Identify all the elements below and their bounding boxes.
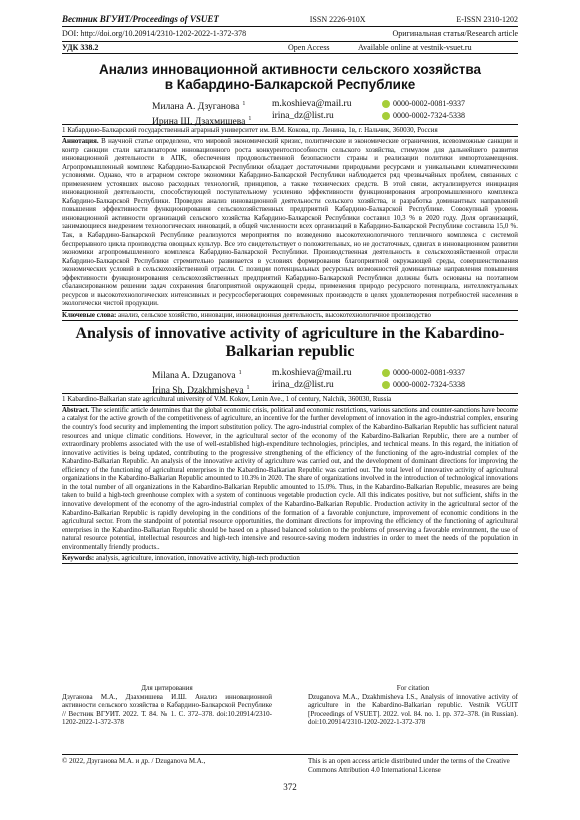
journal-name: Вестник ВГУИТ/Proceedings of VSUET [62,14,219,24]
abstract-en [62,407,518,552]
keywords-en [62,553,518,564]
author-email-link[interactable]: irina_dz@list.ru [272,379,334,390]
author-names-ru [152,98,251,128]
keywords-label: Ключевые слова: [62,311,117,319]
author-names-en [152,367,250,397]
author-email-link[interactable]: m.koshieva@mail.ru [272,99,352,109]
title-ru-line2: в Кабардино-Балкарской Республике [164,77,416,92]
article-type: Оригинальная статья/Research article [392,29,518,38]
doi-row [62,28,518,39]
author-name: Милана А. Дзуганова [152,102,240,113]
keywords-text: анализ, сельское хозяйство, инновации, инновационная деятельность, высокотехнологичное производство [118,311,431,319]
author-emails-en [272,367,351,391]
keywords-ru [62,310,518,321]
author-name: Milana A. Dzuganova [152,371,236,382]
journal-header [62,14,518,25]
license-notice: This is an open access article distributed under the terms of the Creative Commons Attribution 4.0 International License [308,757,510,774]
citation-block [62,684,518,727]
page-footer [62,754,518,774]
udk-code: УДК 338.2 [62,43,99,52]
affiliation-mark: 1 [248,116,252,123]
author-orcids-en [382,367,465,391]
header-divider [62,26,518,27]
authors-en [62,367,518,397]
page-number: 372 [283,782,297,792]
orcid-link[interactable]: 0000-0002-0081-9337 [393,367,465,377]
title-ru-line1: Анализ инновационной активности сельского хозяйства [98,62,482,77]
doi-link[interactable]: DOI: http://doi.org/10.20914/2310-1202-2022-1-372-378 [62,29,247,38]
author-email-link[interactable]: m.koshieva@mail.ru [272,367,352,378]
abstract-ru [62,138,518,309]
affiliation-ru: 1 Кабардино-Балкарский государственный аграрный университет им. В.М. Кокова, пр. Ленина, 1в, г. Нальчик, 360030, Россия [62,124,518,137]
citation-heading: Для цитирования [141,684,193,692]
orcid-link[interactable]: 0000-0002-0081-9337 [393,99,465,108]
abstract-label: Abstract. [62,406,90,414]
keywords-label: Keywords: [62,555,95,563]
abstract-text: В научной статье определено, что мировой экономический кризис, политические и экономические ограничения, всевозможные санкции и контр санкции стали катализатором инновационного роста конкурентоспособности сельского хозяйства, стимулом для дальнейшего развития инновационной деятельности в АПК, обеспечения продовольственной безопасности страны и реализации политики импортозамещения. Агропромышленный комплекс Кабардино-Балкарской Республики обладает достаточными природными ресурсами и уникальными климатическими условиями. Однако, что в аграрном секторе экономики Кабардино-Балкарской Республики наблюдается ряд чрезвычайных проблем, связанных с применением устоявших высоко расходных технологий, принципов, а также технических средств. В этой связи, актуализируется инициация инновационной деятельности, способствующей поступательному усилению эффективности функционирования агропромышленного комплекса Кабардино-Балкарской Республики. Проведен анализ инновационной деятельности сельского хозяйства, и разработка доминантных направлений повышения эффективности функционирования сельскохозяйственных предприятий Кабардино-Балкарской Республике. Совокупный уровень инновационной активности организаций сельского хозяйства Кабардино-Балкарской Республики составил 10,3 % в 2020 году. Доля организаций, занимающиеся внедрением технологических инноваций, в общей численности всех организаций в Кабардино-Балкарской Республике составила 15,0 %. Так, в Кабардино-Балкарской Республике реализуются мероприятия по возведению высокотехнологичного тепличного комплекса с системой беспрерывного цикла производства овощных культур. Все это свидетельствует о положительных, но не достаточных, сдвигах в инновационном развитии экономики агропромышленного комплекса Кабардино-Балкарской Республики. Производственная деятельность в сельскохозяйственной отрасли Кабардино-Балкарской Республики стремительно развивается в условиях формирования благоприятной окружающей среды, совершенствования экономических условий в сельскохозяйственной отрасли. С позиции потенциальных ресурсных возможностей доминантные направления повышения эффективности функционирования сельскохозяйственных предприятий Кабардино-Балкарской Республики должны быть основаны на поэтапном сбалансированном решении задач сохранения благоприятной окружающей среды, применения природо ресурсного потенциала, интеллектуальных ресурсов и высокотехнологических интенсивных и ресурсосберегающих современных производств в целях удовлетворения потребностей населения в экологически чистой продукции. [62,138,518,308]
orcid-link[interactable]: 0000-0002-7324-5338 [393,111,465,120]
udk-row [62,41,518,54]
copyright-notice: © 2022, Дзуганова М.А. и др. / Dzuganova M.A., [62,757,206,765]
eissn: E-ISSN 2310-1202 [456,15,518,24]
keywords-text: analysis, agriculture, innovation, innovative activity, high-tech production [95,555,300,563]
citation-text: Dzuganova M.A., Dzakhmisheva I.S., Analysis of innovative activity of agriculture in the Kabardino-Balkarian republic. Vestnik VGUIT [Proceedings of VSUET]. 2022. vol. 84. no. 1. pp. 372–378. (in Russian). doi:10.20914/2310-1202-2022-1-372-378 [308,692,518,727]
citation-text: Дзуганова М.А., Дзахмишева И.Ш. Анализ инновационной активности сельского хозяйства в Кабардино-Балкарской Республике // Вестник ВГУИТ. 2022. Т. 84. № 1. С. 372–378. doi:10.20914/2310-1202-2022-1-372-378 [62,692,272,727]
title-en-line1: Analysis of innovative activity of agriculture in the Kabardino- [75,324,505,342]
affiliation-mark: 1 [242,101,246,107]
author-orcids-ru [382,98,465,122]
available-online-link[interactable]: Available online at vestnik-vsuet.ru [358,43,472,52]
author-emails-ru [272,98,351,122]
citation-ru [62,684,272,727]
affiliation-mark: 1 [246,385,250,392]
author-email-link[interactable]: irina_dz@list.ru [272,111,334,121]
affiliation-en: 1 Kabardino-Balkarian state agricultural university of V.M. Kokov, Lenin Ave., 1 of century, Nalchik, 360030, Russia [62,393,518,406]
abstract-text: The scientific article determines that the global economic crisis, political and economic restrictions, various sanctions and counter-sanctions have become a catalyst for the active growth of the competitiveness of agriculture, an incentive for the further development of innovation in the agro-industrial complex, ensuring the country's food security and implementing the import substitution policy. The agro-industrial complex of the Kabardino-Balkarian Republic has sufficient natural resources and unique climatic conditions. However, in the agricultural sector of the economy of the Kabardino-Balkarian Republic, there are a number of extraordinary problems associated with the use of well-established high-expenditure technologies, principles, and technical means. In this regard, the initiation of innovative activities is being updated, contributing to the progressive strengthening of the efficiency of the functioning of the agro-industrial complex of the Kabardino-Balkarian Republic. An analysis of the innovative activity of agriculture was carried out, and the development of dominant directions for improving the efficiency of the functioning of agricultural enterprises in the Kabardino-Balkarian Republic was carried out. The total level of innovative activity of agricultural organizations in the Kabardino-Balkarian Republic amounted to 10.3% in 2020. The share of organizations involved in the introduction of technological innovations in the total number of all organizations in the Kabardino-Balkarian Republic amounted to 15.0%. Thus, in the Kabardino-Balkarian Republic, measures are being taken to build a high-tech greenhouse complex with a system of continuous vegetable production cycle. All this indicates positive, but not sufficient, shifts in the innovative development of the economy of the agro-industrial complex of the Kabardino-Balkarian Republic. Production activity in the agricultural sector of the Kabardino-Balkarian Republic is rapidly developing in the conditions of the formation of a favorable conjuncture, improvement of economic conditions in the agricultural sector. From the standpoint of potential resource opportunities, the dominant directions for improving the efficiency of the functioning of agricultural enterprises in the Kabardino-Balkarian Republic should be based on a phased balanced solution to the problems of preserving a favorable environment, the use of natural resource potential, intellectual resources and high-tech intensive and resource-saving modern industries in order to meet the needs of the population in environmentally friendly products.. [62,406,518,551]
affiliation-mark: 1 [238,369,242,376]
title-en-line2: Balkarian republic [225,342,355,360]
orcid-icon [382,381,390,389]
author-name: Irina Sh. Dzakhmisheva [152,386,244,397]
authors-ru [62,98,518,128]
title-ru [62,62,518,92]
orcid-link[interactable]: 0000-0002-7324-5338 [393,379,465,389]
orcid-icon [382,369,390,377]
author-name: Ирина Ш. Дзахмишева [152,117,246,128]
orcid-icon [382,100,390,108]
citation-en [308,684,518,727]
article-page [62,14,518,792]
open-access-label: Open Access [288,43,330,52]
citation-heading: For citation [396,684,430,692]
title-en [62,325,518,361]
orcid-icon [382,112,390,120]
abstract-label: Аннотация. [62,138,99,145]
issn: ISSN 2226-910X [309,15,366,24]
